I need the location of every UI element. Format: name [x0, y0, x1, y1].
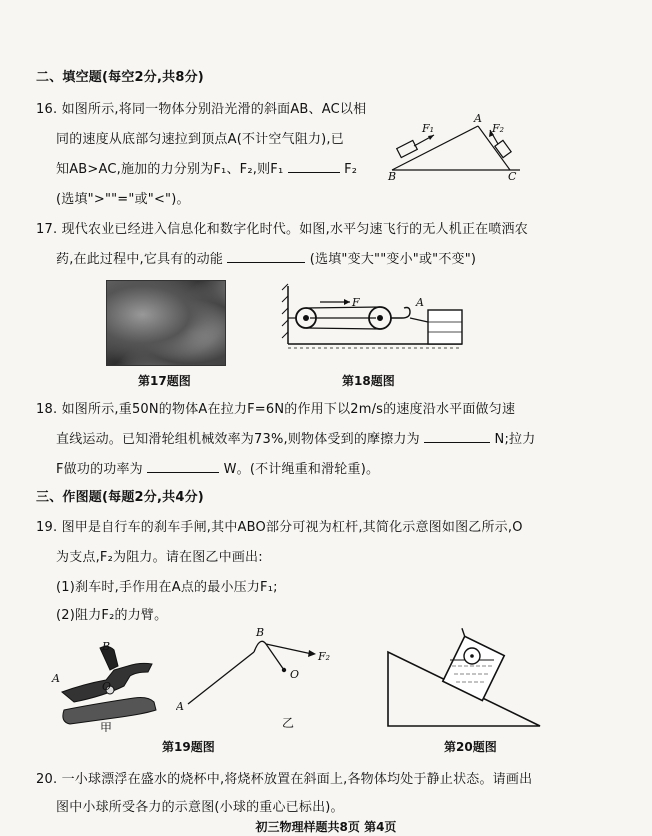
label-a: A — [474, 112, 482, 125]
q17-line2 — [56, 248, 476, 267]
q16-line3 — [56, 158, 357, 177]
jia-label-a: A — [52, 672, 60, 685]
incline-diagram — [380, 110, 530, 180]
fig20-caption: 第20题图 — [444, 740, 497, 754]
label-force-f: F — [352, 296, 360, 309]
answer-blank-18a[interactable] — [424, 430, 490, 443]
q18-line1: 18. 如图所示,重50N的物体A在拉力F=6N的作用下以2m/s的速度沿水平面做匀速 — [36, 402, 516, 417]
label-object-a: A — [416, 296, 424, 309]
beaker-on-incline — [384, 622, 544, 730]
q18-line2 — [56, 428, 535, 447]
q16-line1: 16. 如图所示,将同一物体分别沿光滑的斜面AB、AC以相 — [36, 102, 367, 117]
jia-label-o: O — [102, 680, 112, 693]
q19-line1: 19. 图甲是自行车的刹车手闸,其中ABO部分可视为杠杆,其简化示意图如图乙所示,O — [36, 520, 523, 535]
answer-blank-16[interactable] — [288, 160, 340, 173]
q20-line1: 20. 一小球漂浮在盛水的烧杯中,将烧杯放置在斜面上,各物体均处于静止状态。请画出 — [36, 772, 533, 787]
q16-line3-text: 知AB>AC,施加的力分别为F₁、F₂,则F₁ — [56, 162, 284, 177]
page-footer: 初三物理样题共8页 第4页 — [255, 820, 397, 834]
q19-line2: 为支点,F₂为阻力。请在图乙中画出: — [56, 550, 263, 565]
q18-line3 — [56, 458, 379, 477]
q16-line2: 同的速度从底部匀速拉到顶点A(不计空气阻力),已 — [56, 132, 344, 147]
label-jia: 甲 — [100, 721, 113, 732]
label-yi: 乙 — [282, 716, 295, 730]
brake-lever-drawing — [44, 640, 164, 732]
drone-spraying-photo — [106, 280, 226, 366]
section-heading-drawing: 三、作图题(每题2分,共4分) — [36, 490, 204, 505]
q16-line4: (选填">""="或"<")。 — [56, 192, 190, 207]
pulley-diagram — [280, 282, 470, 352]
fig17-caption: 第17题图 — [138, 374, 191, 388]
q18-line3-unit: W。(不计绳重和滑轮重)。 — [223, 462, 380, 477]
q19-line4: (2)阻力F₂的力臂。 — [56, 608, 168, 623]
lever-schematic — [176, 624, 336, 724]
answer-blank-17[interactable] — [227, 250, 305, 263]
yi-label-b: B — [256, 626, 265, 639]
label-f1: F₁ — [422, 122, 435, 135]
q18-line2-unit: N;拉力 — [494, 432, 536, 447]
fig18-caption: 第18题图 — [342, 374, 395, 388]
label-c: C — [508, 170, 517, 180]
jia-label-b: B — [102, 640, 111, 653]
yi-label-f2: F₂ — [318, 650, 331, 663]
q17-line2-options: (选填"变大""变小"或"不变") — [309, 252, 477, 267]
q17-line2-text: 药,在此过程中,它具有的动能 — [56, 252, 224, 267]
label-f2: F₂ — [492, 122, 505, 135]
yi-label-o: O — [290, 668, 300, 681]
q20-line2: 图中小球所受各力的示意图(小球的重心已标出)。 — [56, 800, 344, 815]
fig19-caption: 第19题图 — [162, 740, 215, 754]
q18-line2-text: 直线运动。已知滑轮组机械效率为73%,则物体受到的摩擦力为 — [56, 432, 420, 447]
section-heading-fill-blank: 二、填空题(每空2分,共8分) — [36, 70, 204, 85]
q16-line3-unit: F₂ — [344, 162, 358, 177]
q17-line1: 17. 现代农业已经进入信息化和数字化时代。如图,水平匀速飞行的无人机正在喷洒农 — [36, 222, 528, 237]
answer-blank-18b[interactable] — [147, 460, 219, 473]
yi-label-a: A — [176, 700, 184, 713]
q18-line3-text: F做功的功率为 — [56, 462, 143, 477]
q19-line3: (1)刹车时,手作用在A点的最小压力F₁; — [56, 580, 278, 595]
label-b: B — [388, 170, 397, 180]
